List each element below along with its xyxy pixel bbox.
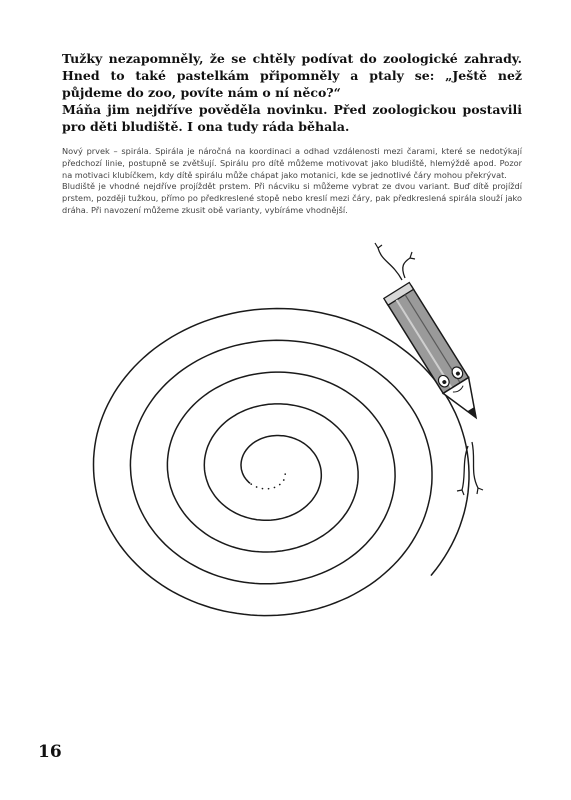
- pencil-character-icon: [375, 243, 489, 495]
- notes-paragraph-1: Nový prvek – spirála. Spirála je náročná na koordinaci a odhad vzdálenosti mezi čarami, které se nedotýkají předchozí linie, postupně se zvětšují. Spirálu pro dítě můžeme motivovat jako bludiště, hlemýždě apod. Pozor na motivaci klubíčkem, kdy dítě spirálu může chápat jako motanici, kde se jednotlivé čáry mohou překrývat.: [62, 146, 522, 180]
- story-paragraph-2: Máňa jim nejdříve pověděla novinku. Před zoologickou postavili pro děti bludiště. I ona tudy ráda běhala.: [62, 102, 522, 134]
- spiral-start-dotted-guide: [250, 474, 286, 489]
- page-number: 16: [38, 742, 62, 762]
- notes-paragraph-2: Bludiště je vhodné nejdříve projíždět prstem. Při nácviku si můžeme vybrat ze dvou variant. Buď dítě projíždí prstem, později tužkou, přímo po předkreslené stopě nebo kreslí mezi čáry, pak předkreslená spirála slouží jako dráha. Při navození můžeme zkusit obě varianty, vybíráme vhodnější.: [62, 181, 522, 215]
- spiral-maze-icon: [94, 309, 470, 616]
- story-paragraph-1: Tužky nezapomněly, že se chtěly podívat do zoologické zahrady. Hned to také pastelkám připomněly a ptaly se: „Ještě než půjdeme do zoo, povíte nám o ní něco?“: [62, 51, 522, 100]
